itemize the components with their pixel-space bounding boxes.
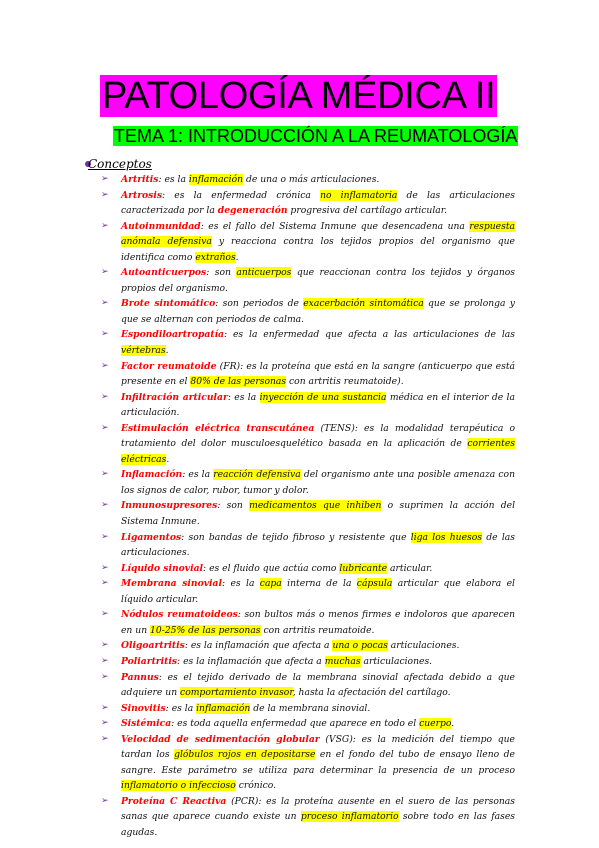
definition-text: de las articulaciones. <box>121 531 515 559</box>
definition-text: . <box>235 251 239 263</box>
highlighted-text: cuerpo <box>419 718 452 730</box>
definition-text: : son <box>206 267 237 279</box>
highlighted-text: reacción defensiva <box>213 469 301 481</box>
definition-text: : es la inflamación que afecta a <box>177 656 325 667</box>
definition-text: que reaccionan contra los tejidos y órganos propios del organismo. <box>121 267 515 294</box>
concept-term: Brote sintomático <box>121 298 216 310</box>
concept-term: Infiltración articular <box>121 391 228 403</box>
definition-text: crónico. <box>235 780 277 792</box>
arrow-bullet-icon: ➢ <box>101 562 109 573</box>
concept-term: Oligoartritis <box>121 640 185 652</box>
title-block <box>100 76 497 116</box>
arrow-bullet-icon: ➢ <box>101 189 109 200</box>
definition-text: médica en el interior de la articulación. <box>121 391 515 419</box>
concept-term: Poliartritis <box>121 656 178 667</box>
concept-item <box>95 327 515 358</box>
definition-text: : es la enfermedad crónica <box>162 189 321 201</box>
definition-text: (TENS): es la modalidad terapéutica o tratamiento del dolor musculoesquelético basada en la aplicación de <box>121 422 516 450</box>
definition-text: . <box>451 718 455 730</box>
definition-text: . <box>165 344 169 356</box>
concept-term: Sistémica <box>121 718 172 730</box>
arrow-bullet-icon: ➢ <box>101 220 109 231</box>
concept-term: Autoinmunidad <box>121 220 201 232</box>
subtitle-block <box>113 125 518 147</box>
highlighted-text: inflamatorio o infeccioso <box>121 780 236 792</box>
highlighted-text: proceso inflamatorio <box>300 811 399 823</box>
concept-term: Proteína C Reactiva <box>121 795 227 807</box>
concept-item <box>95 390 515 421</box>
arrow-bullet-icon: ➢ <box>101 578 109 589</box>
concept-item <box>95 701 515 717</box>
definition-text: : es el tejido derivado de la membrana sinovial afectada debido a que adquiere un <box>121 671 515 699</box>
highlighted-text: comportamiento invasor <box>180 687 293 699</box>
highlighted-text: inflamación <box>188 174 244 185</box>
highlighted-text: una o pocas <box>332 640 388 652</box>
page-title: PATOLOGÍA MÉDICA II <box>102 75 496 117</box>
definition-text: articulaciones. <box>387 640 460 652</box>
concept-list <box>95 172 515 841</box>
definition-text: con artritis reumatoide. <box>260 624 375 636</box>
arrow-bullet-icon: ➢ <box>101 609 109 620</box>
page-subtitle: TEMA 1: INTRODUCCIÓN A LA REUMATOLOGÍA <box>114 126 518 146</box>
concept-item <box>95 607 515 638</box>
section-heading: Conceptos <box>88 157 152 171</box>
concept-item <box>95 219 515 266</box>
arrow-bullet-icon: ➢ <box>101 718 109 729</box>
definition-text: : es la <box>182 469 214 481</box>
concept-item <box>95 561 515 577</box>
concept-term: Autoanticuerpos <box>121 267 207 279</box>
definition-text: de una o más articulaciones. <box>243 174 380 185</box>
concept-item <box>95 638 515 654</box>
definition-text: que se prolonga y que se alternan con periodos de calma. <box>121 298 515 325</box>
highlighted-text: lubricante <box>339 562 388 574</box>
concept-item <box>95 421 515 468</box>
concept-item <box>95 467 515 498</box>
concept-item <box>95 172 515 188</box>
highlighted-text: respuesta anómala defensiva <box>121 220 515 248</box>
arrow-bullet-icon: ➢ <box>101 640 109 651</box>
definition-text: interna de la <box>281 578 357 590</box>
concept-item <box>95 265 515 296</box>
concept-term: Nódulos reumatoideos <box>121 609 238 621</box>
definition-text: : es toda aquella enfermedad que aparece en todo el <box>171 718 420 730</box>
definition-text: : es la <box>222 578 260 590</box>
concept-term: Espondiloartropatía <box>121 329 225 341</box>
highlighted-text: liga los huesos <box>410 531 482 543</box>
definition-text: . <box>166 453 170 465</box>
arrow-bullet-icon: ➢ <box>101 500 109 511</box>
definition-text: : son <box>217 500 250 512</box>
highlighted-text: vértebras <box>121 344 166 356</box>
concept-item <box>95 359 515 390</box>
concept-term: Estimulación eléctrica transcutánea <box>121 422 315 434</box>
arrow-bullet-icon: ➢ <box>101 360 109 371</box>
concept-term: Artrosis <box>121 189 163 201</box>
concept-term: Inflamación <box>121 469 183 481</box>
definition-text: de las articulaciones caracterizada por la <box>121 189 515 217</box>
highlighted-text: inyección de una sustancia <box>259 391 387 403</box>
definition-text: del organismo ante una posible amenaza con los signos de calor, rubor, tumor y dolor. <box>121 469 515 496</box>
highlighted-text: extraños <box>195 251 236 263</box>
highlighted-text: muchas <box>324 656 361 667</box>
concept-item <box>95 188 515 219</box>
concept-item <box>95 670 515 701</box>
definition-text: : son bandas de tejido fibroso y resistente que <box>181 531 411 543</box>
definition-text: : es el fallo del Sistema Inmune que desencadena una <box>200 220 470 232</box>
definition-text: : es el fluido que actúa como <box>203 562 340 574</box>
definition-text: de la membrana sinovial. <box>250 702 371 714</box>
definition-text: : es la inflamación que afecta a <box>184 640 333 652</box>
highlighted-text: cápsula <box>356 578 393 590</box>
concept-item <box>95 498 515 529</box>
definition-text: articulaciones. <box>360 656 433 667</box>
definition-text: : es la <box>158 174 189 185</box>
concept-item <box>95 716 515 732</box>
arrow-bullet-icon: ➢ <box>101 329 109 340</box>
concept-term: Ligamentos <box>121 531 182 543</box>
highlighted-text: anticuerpos <box>236 267 292 279</box>
definition-text: : son periodos de <box>215 298 304 310</box>
arrow-bullet-icon: ➢ <box>101 174 109 184</box>
highlighted-text: exacerbación sintomática <box>303 298 424 310</box>
arrow-bullet-icon: ➢ <box>101 391 109 402</box>
arrow-bullet-icon: ➢ <box>101 671 109 682</box>
arrow-bullet-icon: ➢ <box>101 267 109 278</box>
concept-term: Pannus <box>121 671 159 683</box>
concept-term: Membrana sinovial <box>121 578 222 590</box>
concept-item <box>95 296 515 327</box>
arrow-bullet-icon: ➢ <box>101 531 109 542</box>
definition-text: en el fondo del tubo de ensayo lleno de sangre. Este parámetro se utiliza para determinar la presencia de un proceso <box>121 749 515 776</box>
definition-text: articular que elabora el líquido articular. <box>121 578 515 605</box>
concept-item <box>95 530 515 561</box>
definition-text: con artritis reumatoide). <box>286 376 404 388</box>
concept-item <box>95 794 515 841</box>
definition-text: o suprimen la acción del Sistema Inmune. <box>121 500 516 527</box>
arrow-bullet-icon: ➢ <box>101 298 109 309</box>
arrow-bullet-icon: ➢ <box>101 702 109 713</box>
definition-text: (PCR): es la proteína ausente en el suero de las personas sanas que aparece cuando existe un <box>121 795 515 823</box>
definition-text: : es la <box>227 391 260 403</box>
highlighted-text: 10-25% de las personas <box>150 624 261 636</box>
concept-term: Velocidad de sedimentación globular <box>121 733 320 745</box>
highlighted-text: no inflamatoria <box>320 189 398 201</box>
arrow-bullet-icon: ➢ <box>101 795 109 806</box>
definition-text: progresiva del cartílago articular. <box>287 205 448 217</box>
arrow-bullet-icon: ➢ <box>101 656 109 666</box>
concept-term: Inmunosupresores <box>121 500 218 512</box>
concept-term: Artritis <box>121 174 159 185</box>
highlighted-text: medicamentos que inhiben <box>249 500 382 512</box>
highlighted-text: inflamación <box>196 702 251 714</box>
concept-term: Sinovitis <box>121 702 166 714</box>
definition-text: sobre todo en las fases agudas. <box>121 811 515 838</box>
concept-item <box>95 732 515 794</box>
definition-text: : son bultos más o menos firmes e indoloros que aparecen en un <box>121 609 515 636</box>
definition-text: (VSG): es la medición del tiempo que tardan los <box>121 733 515 761</box>
highlighted-text: 80% de las personas <box>190 376 287 388</box>
definition-text: : es la enfermedad que afecta a las articulaciones de las <box>224 329 515 341</box>
highlighted-text: corrientes eléctricas <box>121 438 515 465</box>
highlighted-text: capa <box>259 578 282 590</box>
arrow-bullet-icon: ➢ <box>101 469 109 480</box>
highlighted-text: glóbulos rojos en depositarse <box>174 749 316 761</box>
concept-item <box>95 576 515 607</box>
concept-term: Líquido sinovial <box>121 562 204 574</box>
definition-text: y reacciona contra los tejidos propios del organismo que identifica como <box>121 236 515 263</box>
concept-term: Factor reumatoide <box>121 360 217 372</box>
definition-text: articular. <box>387 562 433 574</box>
definition-text: : es la <box>165 702 197 714</box>
definition-text: , hasta la afectación del cartílago. <box>292 687 451 699</box>
concept-term: degeneración <box>217 205 288 217</box>
arrow-bullet-icon: ➢ <box>101 422 109 433</box>
definition-text: (FR): es la proteína que está en la sangre (anticuerpo que está presente en el <box>121 360 515 388</box>
concept-item <box>95 654 515 670</box>
arrow-bullet-icon: ➢ <box>101 733 109 744</box>
